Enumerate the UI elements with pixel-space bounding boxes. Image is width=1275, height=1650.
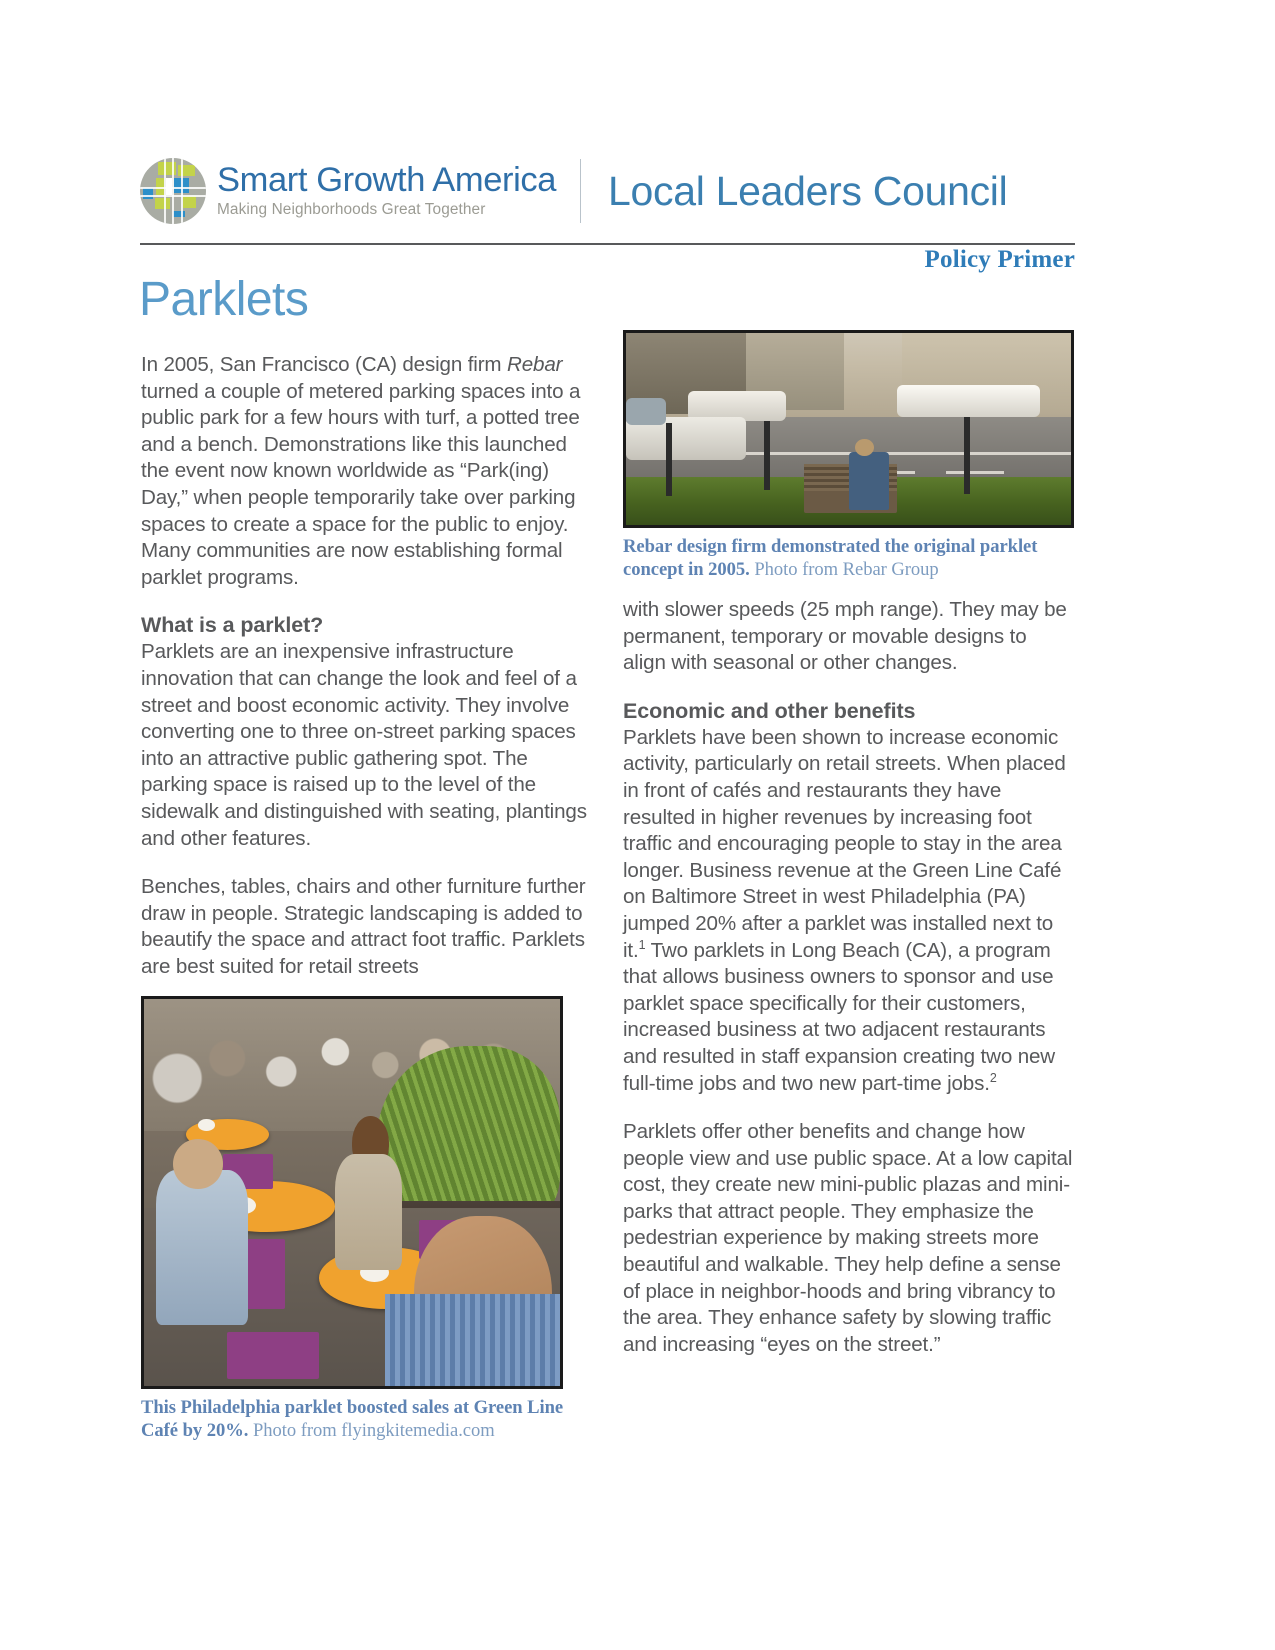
intro-text-end: turned a couple of metered parking spaces into a public park for a few hours with turf, a potted tree and a bench. Demonstrations like this launched the event now known worldwide as “Park(ing) Day,” when people temporarily take over parking spaces to create a space for the public to enjoy. Many communities are now establishing formal parklet programs. — [141, 379, 581, 589]
philadelphia-photo-caption — [141, 1396, 589, 1442]
footnote-marker-2: 2 — [989, 1070, 997, 1085]
economic-benefits-paragraph — [623, 725, 1074, 1097]
page-header — [140, 148, 1075, 234]
logo-title: Smart Growth America — [217, 160, 557, 199]
continuation-paragraph: with slower speeds (25 mph range). They may be permanent, temporary or movable designs to align with seasonal or other changes. — [623, 598, 1067, 675]
smart-growth-america-logo — [140, 153, 556, 229]
left-column — [141, 352, 589, 1442]
header-rule — [140, 243, 1075, 245]
caption-bold-text: Rebar design firm demonstrated the original parklet concept in 2005. — [623, 536, 1038, 580]
benefits-text-part2: Two parklets in Long Beach (CA), a program that allows business owners to sponsor and use parklet space specifically for their customers, increased business at two adjacent restaurants and resulted in staff expansion creating two new full-time jobs and two new part-time jobs. — [623, 938, 1056, 1095]
intro-text-start: In 2005, San Francisco (CA) design firm — [141, 353, 507, 376]
heading-economic-and-other-benefits: Economic and other benefits — [623, 698, 916, 723]
intro-paragraph — [141, 352, 589, 591]
logo-wordmark — [217, 160, 557, 219]
other-benefits-paragraph: Parklets offer other benefits and change how people view and use public space. At a low capital cost, they create new mini-public plazas and mini-parks that attract people. They emphasize the pedestrian experience by making streets more beautiful and walkable. They help define a sense of place in neighbor-hoods and bring vibrancy to the area. They enhance safety by slowing traffic and increasing “eyes on the street.” — [623, 1120, 1073, 1356]
philadelphia-parklet-photo — [141, 996, 563, 1389]
page-title: Parklets — [139, 273, 309, 326]
furniture-paragraph: Benches, tables, chairs and other furniture further draw in people. Strategic landscaping is added to beautify the space and attract foot traffic. Parklets are best suited for retail streets — [141, 875, 586, 978]
what-is-a-parklet-paragraph: Parklets are an inexpensive infrastructure innovation that can change the look and feel of a street and boost economic activity. They involve converting one to three on-street parking spaces into an attractive public gathering spot. The parking space is raised up to the level of the sidewalk and distinguished with seating, plantings and other features. — [141, 640, 587, 850]
caption-credit-text: Photo from flyingkitemedia.com — [248, 1420, 495, 1442]
policy-primer-kicker: Policy Primer — [924, 246, 1075, 273]
heading-what-is-a-parklet: What is a parklet? — [141, 613, 324, 638]
footnote-marker-1: 1 — [638, 937, 646, 952]
caption-bold-text: This Philadelphia parklet boosted sales at Green Line Café by 20%. — [141, 1397, 564, 1442]
rebar-italic: Rebar — [507, 353, 563, 376]
council-title: Local Leaders Council — [608, 167, 1008, 214]
logo-tagline: Making Neighborhoods Great Together — [217, 201, 486, 219]
right-column — [623, 330, 1074, 1380]
caption-credit-text: Photo from Rebar Group — [749, 559, 939, 580]
header-divider — [580, 159, 581, 223]
logo-circle-icon — [140, 158, 206, 224]
benefits-text-part1: Parklets have been shown to increase economic activity, particularly on retail streets. When placed in front of cafés and restaurants they have resulted in higher revenues by increasing foot traffic and encouraging people to stay in the area longer. Business revenue at the Green Line Café on Baltimore Street in west Philadelphia (PA) jumped 20% after a parklet was installed next to it. — [623, 725, 1066, 962]
rebar-parklet-photo — [623, 330, 1074, 528]
rebar-photo-caption — [623, 535, 1074, 581]
